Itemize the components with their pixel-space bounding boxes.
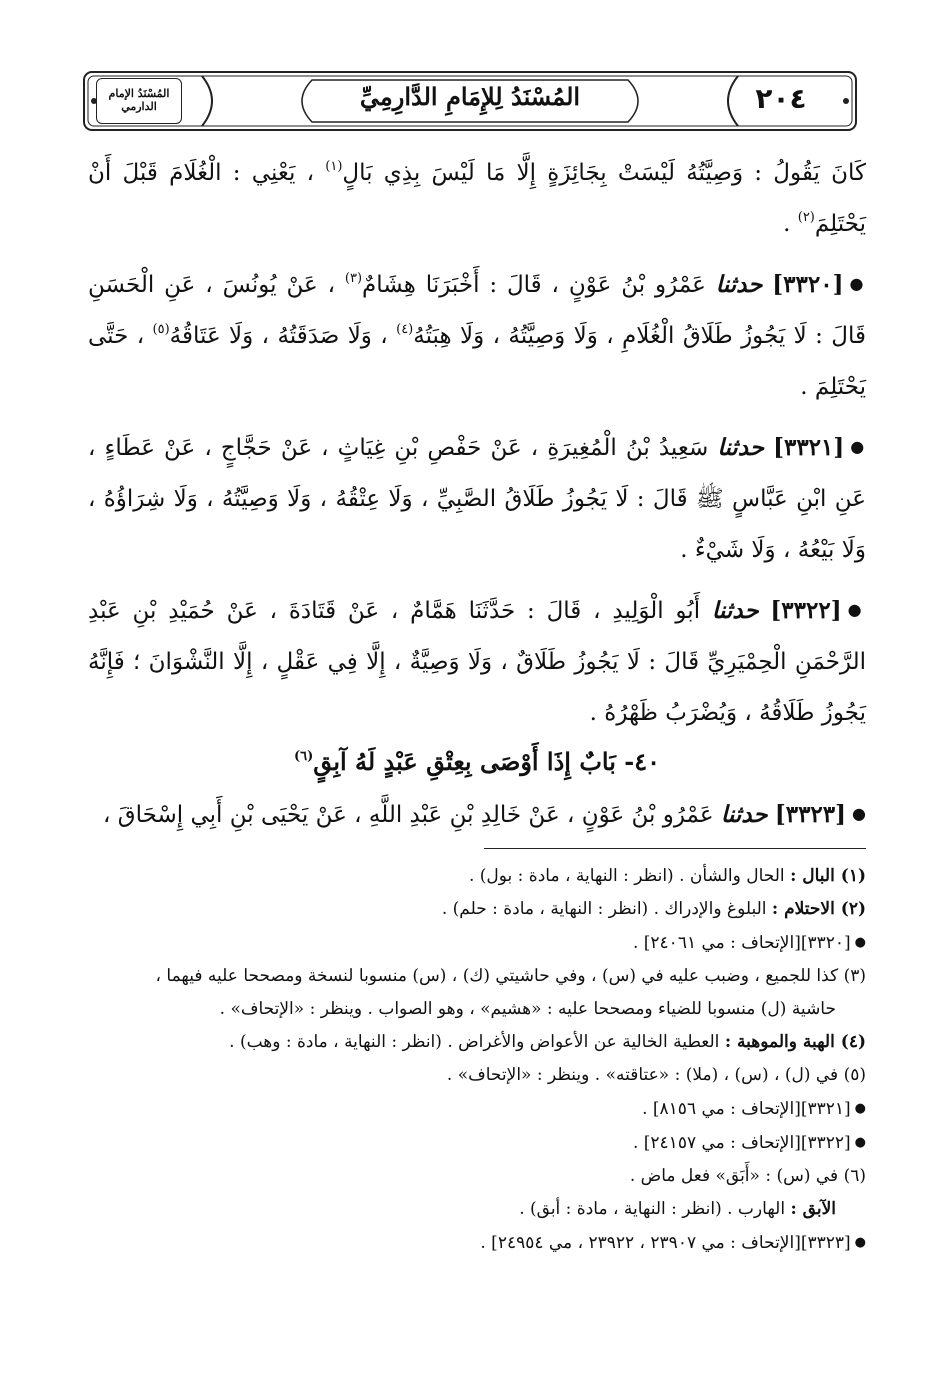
footnote-2: (٢) الاحتلام : البلوغ والإدراك . (انظر : النهاية ، مادة : حلم) . xyxy=(441,899,866,919)
paragraph-continued: كَانَ يَقُولُ : وَصِيَّتُهُ لَيْسَتْ بِجَائِزَةٍ إِلَّا مَا لَيْسَ بِذِي بَالٍ$^{(١)}$ ، يَعْنِي : الْغُلَامَ قَبْلَ أَنْ يَحْتَلِمَ$^{(٢)}$ . xyxy=(88,159,866,237)
seal-logo: المُسْنَدُ الإمام الدارمي xyxy=(96,78,182,124)
footnote-6-cont: الآبق : الهارب . (انظر : النهاية ، مادة : أبق) . xyxy=(519,1199,836,1219)
footnote-3323: ●[٣٣٢٣][الإتحاف : مي ٢٣٩٠٧ ، ٢٣٩٢٢ ، مي ٢٤٩٥٤] . xyxy=(480,1233,866,1253)
page-number: ٢٠٤ xyxy=(755,82,807,115)
footnote-3-cont: حاشية (ل) منسوبا للضياء ومصححا عليه : «هشيم» ، وهو الصواب . وينظر : «الإتحاف» . xyxy=(219,999,836,1019)
footnote-3322: ●[٣٣٢٢][الإتحاف : مي ٢٤١٥٧] . xyxy=(632,1133,866,1153)
footnotes xyxy=(88,860,866,1260)
footnote-1: (١) البال : الحال والشأن . (انظر : النهاية ، مادة : بول) . xyxy=(468,866,866,886)
bullet-icon: ● xyxy=(854,1135,866,1150)
bullet-icon: ● xyxy=(854,935,866,950)
footnote-3320: ●[٣٣٢٠][الإتحاف : مي ٢٤٠٦١] . xyxy=(632,933,866,953)
bullet-icon: ● xyxy=(847,600,867,619)
bullet-icon: ● xyxy=(854,1101,866,1116)
footnote-6: (٦) في (س) : «أَبَق» فعل ماض . xyxy=(629,1166,866,1186)
hadith-3323: ●[٣٣٢٣] حدثنا عَمْرُو بْنُ عَوْنٍ ، عَنْ خَالِدِ بْنِ عَبْدِ اللَّهِ ، عَنْ يَحْيَى بْنِ أَبِي إِسْحَاقَ ، xyxy=(103,801,866,828)
running-title: المُسْنَدُ لِلإِمَامِ الدَّارِمِيِّ xyxy=(359,82,581,111)
hadith-3322: ●[٣٣٢٢] حدثنا أَبُو الْوَلِيدِ ، قَالَ : حَدَّثَنَا هَمَّامٌ ، عَنْ قَتَادَةَ ، عَنْ حُمَيْدِ بْنِ عَبْدِ الرَّحْمَنِ الْحِمْيَرِيِّ قَالَ : لَا يَجُوزُ طَلَاقٌ ، وَلَا وَصِيَّةٌ ، إِلَّا فِي عَقْلٍ ، إِلَّا النَّشْوَانَ ؛ فَإِنَّهُ يَجُوزُ طَلَاقُهُ ، وَيُضْرَبُ ظَهْرُهُ . xyxy=(88,597,867,726)
bullet-icon: ● xyxy=(850,437,867,456)
page-header xyxy=(82,70,858,132)
bullet-icon: ● xyxy=(854,1235,866,1250)
footnote-3321: ●[٣٣٢١][الإتحاف : مي ٨١٥٦] . xyxy=(642,1099,866,1119)
bullet-icon: ● xyxy=(849,274,867,293)
hadith-3320: ●[٣٣٢٠] حدثنا عَمْرُو بْنُ عَوْنٍ ، قَالَ : أَخْبَرَنَا هِشَامٌ$^{(٣)}$ ، عَنْ يُونُسَ ، عَنِ الْحَسَنِ قَالَ : لَا يَجُوزُ طَلَاقُ الْغُلَامِ ، وَلَا وَصِيَّتُهُ ، وَلَا هِبَتُهُ$^{(٤)}$ ، وَلَا صَدَقَتُهُ ، وَلَا عَتَاقُهُ$^{(٥)}$ ، حَتَّى يَحْتَلِمَ . xyxy=(88,271,867,400)
footnote-4: (٤) الهبة والموهبة : العطية الخالية عن الأعواض والأغراض . (انظر : النهاية ، مادة : وهب) . xyxy=(229,1032,866,1052)
footnote-3: (٣) كذا للجميع ، وضبب عليه في (س) ، وفي حاشيتي (ك) ، (س) منسوبا لنسخة ومصححا عليه فيهما ، xyxy=(155,966,866,986)
main-text xyxy=(88,148,866,849)
bullet-icon: ● xyxy=(852,804,866,823)
footnote-divider xyxy=(484,848,866,849)
hadith-3321: ●[٣٣٢١] حدثنا سَعِيدُ بْنُ الْمُغِيرَةِ ، عَنْ حَفْصِ بْنِ غِيَاثٍ ، عَنْ حَجَّاجٍ ، عَنْ عَطَاءٍ ، عَنِ ابْنِ عَبَّاسٍ ﷺ قَالَ : لَا يَجُوزُ طَلَاقُ الصَّبِيِّ ، وَلَا عِتْقُهُ ، وَلَا وَصِيَّتُهُ ، وَلَا شِرَاؤُهُ ، وَلَا بَيْعُهُ ، وَلَا شَيْءٌ . xyxy=(88,434,867,563)
chapter-heading: ٤٠- بَابٌ إِذَا أَوْصَى بِعِتْقِ عَبْدٍ لَهُ آبِقٍ$^{(٦)}$ xyxy=(294,747,660,776)
footnote-5: (٥) في (ل) ، (س) ، (ملا) : «عتاقته» . وينظر : «الإتحاف» . xyxy=(446,1065,866,1085)
